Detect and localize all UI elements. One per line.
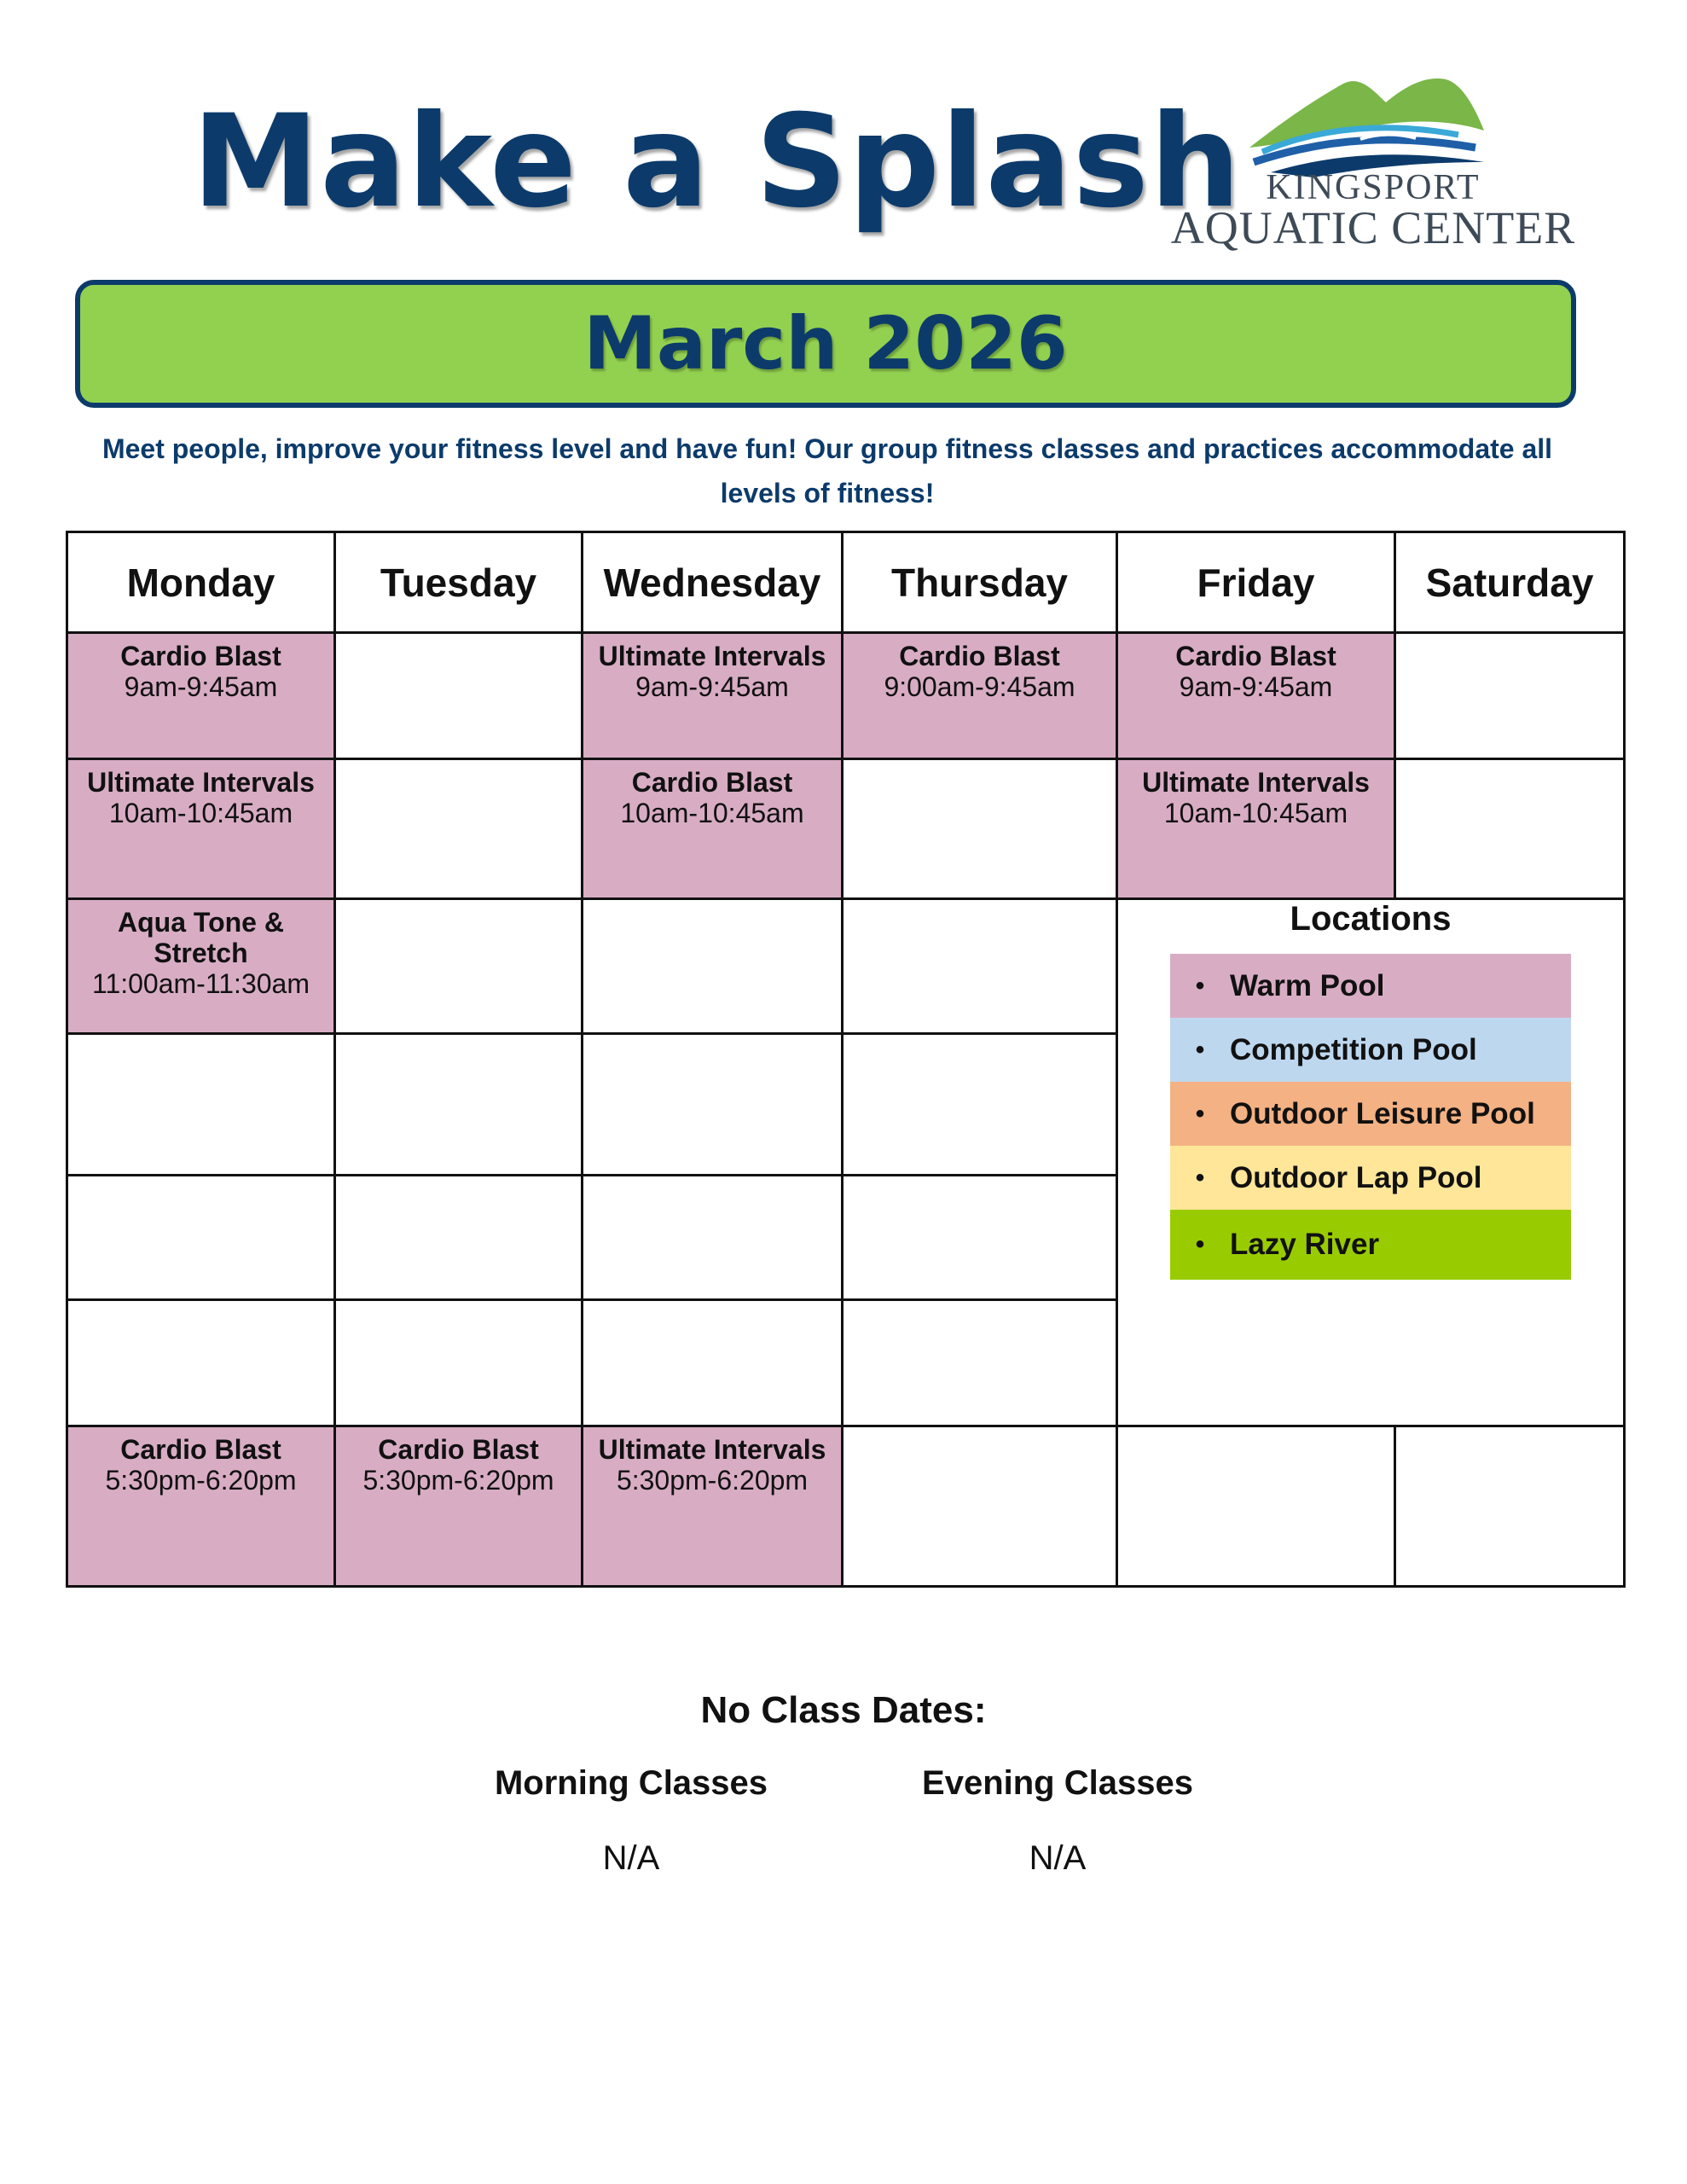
class-time: 5:30pm-6:20pm: [362, 1465, 554, 1496]
day-header: Monday: [67, 532, 335, 633]
legend-label: Outdoor Leisure Pool: [1230, 1096, 1535, 1130]
legend-label: Competition Pool: [1230, 1032, 1477, 1066]
class-cell: [1117, 759, 1395, 899]
bullet-icon: •: [1195, 1230, 1205, 1258]
empty-cell: [843, 1300, 1117, 1426]
legend-title: Locations: [1290, 900, 1452, 938]
class-cell: [583, 1426, 843, 1587]
class-cell: [843, 633, 1117, 759]
class-name: Cardio Blast: [120, 1434, 281, 1465]
class-cell: [583, 633, 843, 759]
header-row: [67, 532, 1625, 633]
empty-cell: [843, 899, 1117, 1034]
class-time: 11:00am-11:30am: [92, 968, 310, 999]
class-time: 5:30pm-6:20pm: [105, 1465, 297, 1496]
bullet-icon: •: [1195, 971, 1205, 1000]
day-header: Thursday: [843, 532, 1117, 633]
class-cell: [67, 1426, 335, 1587]
empty-cell: [843, 1426, 1117, 1587]
empty-cell: [335, 1034, 583, 1176]
morning-classes-value: N/A: [602, 1839, 660, 1877]
bullet-icon: •: [1195, 1035, 1205, 1064]
empty-cell: [67, 1176, 335, 1300]
table-row: [67, 899, 1625, 1034]
class-time: 10am-10:45am: [620, 798, 804, 828]
bullet-icon: •: [1195, 1099, 1205, 1128]
day-header: Friday: [1117, 532, 1395, 633]
class-name: Cardio Blast: [631, 767, 793, 798]
empty-cell: [583, 1300, 843, 1426]
class-name: Ultimate Intervals: [598, 641, 826, 671]
empty-cell: [843, 759, 1117, 899]
no-class-title: No Class Dates:: [700, 1689, 987, 1731]
class-cell: [67, 759, 335, 899]
empty-cell: [843, 1176, 1117, 1300]
class-name: Cardio Blast: [899, 641, 1060, 671]
logo-line1: KINGSPORT: [1266, 168, 1481, 207]
legend-item-competition-pool: [1170, 1018, 1571, 1082]
class-name: Cardio Blast: [1175, 641, 1336, 671]
class-time: 5:30pm-6:20pm: [616, 1465, 809, 1496]
table-row: [67, 759, 1625, 899]
legend-label: Lazy River: [1230, 1228, 1380, 1261]
empty-cell: [335, 633, 583, 759]
empty-cell: [1117, 1426, 1395, 1587]
class-cell: [583, 759, 843, 899]
class-cell: [1117, 633, 1395, 759]
morning-classes-label: Morning Classes: [494, 1764, 768, 1802]
empty-cell: [335, 759, 583, 899]
day-header: Saturday: [1395, 532, 1625, 633]
class-time: 9am-9:45am: [1179, 671, 1333, 702]
empty-cell: [1395, 633, 1625, 759]
legend-label: Warm Pool: [1230, 968, 1385, 1002]
class-name: Ultimate Intervals: [87, 767, 315, 798]
evening-classes-value: N/A: [1029, 1839, 1087, 1877]
legend-item-warm-pool: [1170, 954, 1571, 1018]
class-time: 10am-10:45am: [1163, 798, 1348, 828]
class-time: 9am-9:45am: [124, 671, 278, 702]
empty-cell: [67, 1300, 335, 1426]
schedule-table: [66, 531, 1626, 1588]
table-row: [67, 1426, 1625, 1587]
bullet-icon: •: [1195, 1163, 1205, 1192]
class-name: Ultimate Intervals: [598, 1434, 826, 1465]
locations-legend-cell: [1117, 899, 1625, 1426]
class-time: 9am-9:45am: [635, 671, 789, 702]
logo-line2: AQUATIC CENTER: [1170, 202, 1576, 253]
legend-item-outdoor-lap-pool: [1170, 1146, 1571, 1210]
legend-item-lazy-river: [1170, 1210, 1571, 1280]
empty-cell: [335, 899, 583, 1034]
class-time: 9:00am-9:45am: [884, 671, 1075, 702]
day-header: Tuesday: [335, 532, 583, 633]
class-time: 10am-10:45am: [108, 798, 293, 828]
empty-cell: [67, 1034, 335, 1176]
evening-classes-label: Evening Classes: [922, 1764, 1193, 1802]
empty-cell: [583, 899, 843, 1034]
empty-cell: [843, 1034, 1117, 1176]
empty-cell: [1395, 1426, 1625, 1587]
month-label: March 2026: [583, 301, 1068, 386]
day-header: Wednesday: [583, 532, 843, 633]
class-name: Ultimate Intervals: [1142, 767, 1370, 798]
class-name: Cardio Blast: [120, 641, 281, 671]
class-cell: [335, 1426, 583, 1587]
class-name: Aqua Tone & Stretch: [118, 907, 284, 968]
class-cell: [67, 633, 335, 759]
legend-label: Outdoor Lap Pool: [1230, 1160, 1482, 1194]
empty-cell: [1395, 759, 1625, 899]
table-row: [67, 633, 1625, 759]
empty-cell: [583, 1176, 843, 1300]
legend-item-outdoor-leisure-pool: [1170, 1082, 1571, 1146]
locations-legend: [1170, 900, 1571, 1280]
intro-text: Meet people, improve your fitness level and have fun! Our group fitness classes and practices accommodate all levels of fitness!: [101, 433, 1553, 508]
empty-cell: [335, 1176, 583, 1300]
class-cell: [67, 899, 335, 1034]
page-title: Make a Splash: [192, 88, 1242, 236]
empty-cell: [335, 1300, 583, 1426]
class-name: Cardio Blast: [378, 1434, 539, 1465]
month-banner: [75, 280, 1576, 408]
empty-cell: [583, 1034, 843, 1176]
